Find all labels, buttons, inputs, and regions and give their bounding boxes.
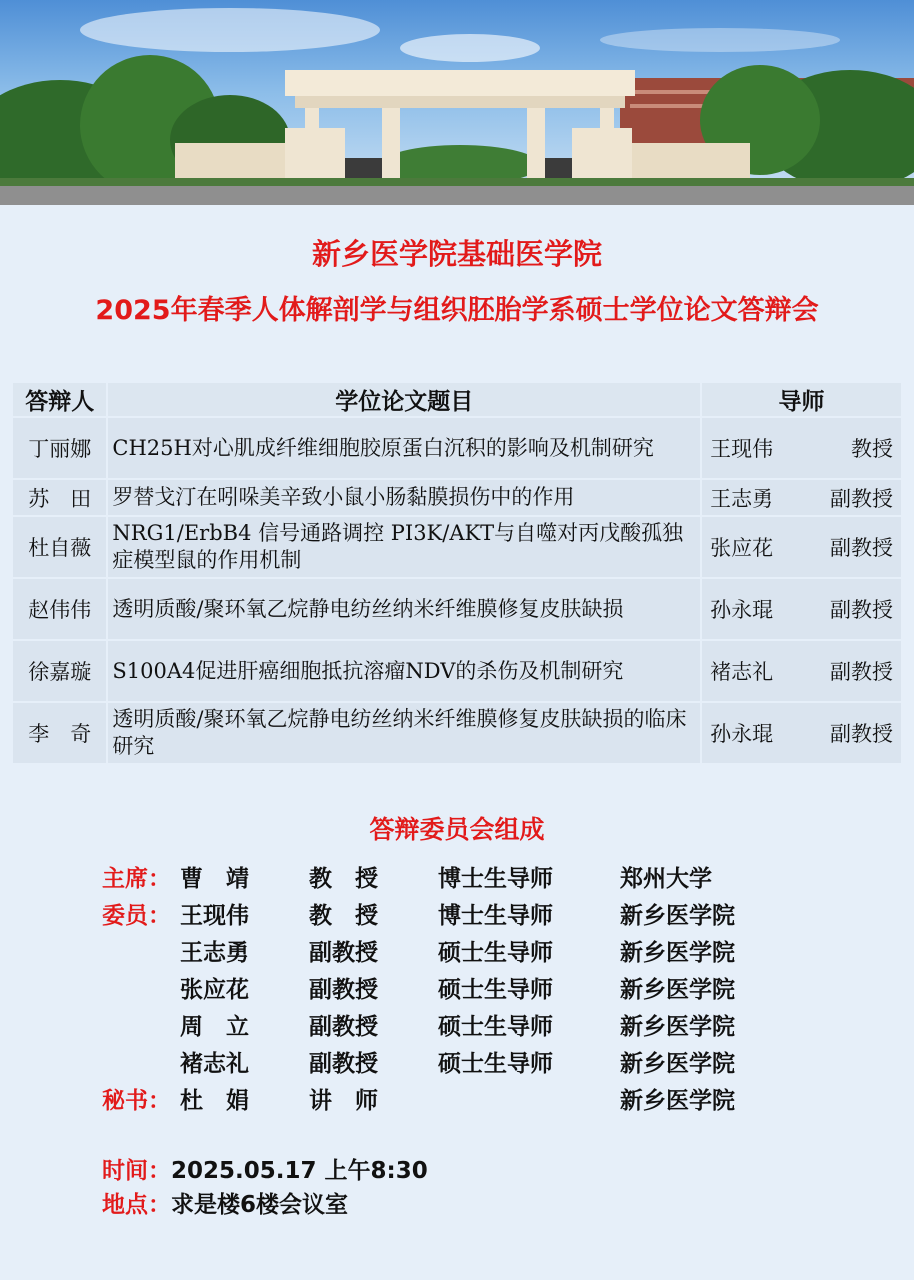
member-org: 郑州大学 <box>620 866 712 892</box>
time-value: 2025.05.17 上午8:30 <box>171 1158 428 1184</box>
thesis-title: 透明质酸/聚环氧乙烷静电纺丝纳米纤维膜修复皮肤缺损的临床研究 <box>108 703 700 763</box>
member-duty: 硕士生导师 <box>438 1014 553 1040</box>
member-duty: 博士生导师 <box>438 866 553 892</box>
thesis-title: NRG1/ErbB4 信号通路调控 PI3K/AKT与自噬对丙戊酸孤独症模型鼠的作用机制 <box>108 517 700 577</box>
advisor-rank: 副教授 <box>830 660 893 684</box>
member-org: 新乡医学院 <box>620 940 735 966</box>
member-title: 副教授 <box>309 940 378 966</box>
event-title: 2025年春季人体解剖学与组织胚胎学系硕士学位论文答辩会 <box>95 295 819 326</box>
member-title: 讲 师 <box>309 1088 378 1114</box>
advisor-cell <box>702 418 901 478</box>
place-value: 求是楼6楼会议室 <box>171 1192 349 1218</box>
place-label: 地点： <box>102 1192 171 1218</box>
advisor-cell <box>702 703 901 763</box>
member-title: 教 授 <box>309 866 378 892</box>
member-name: 杜 娟 <box>180 1088 249 1114</box>
member-org: 新乡医学院 <box>620 1051 735 1077</box>
advisor-cell <box>702 579 901 639</box>
advisor-rank: 副教授 <box>830 722 893 746</box>
member-title: 副教授 <box>309 977 378 1003</box>
committee-role: 秘书： <box>102 1088 171 1114</box>
thesis-title: CH25H对心肌成纤维细胞胶原蛋白沉积的影响及机制研究 <box>108 418 700 478</box>
time-label: 时间： <box>102 1158 171 1184</box>
advisor-name: 王志勇 <box>710 486 774 511</box>
member-title: 副教授 <box>309 1014 378 1040</box>
member-org: 新乡医学院 <box>620 977 735 1003</box>
member-duty: 硕士生导师 <box>438 940 553 966</box>
event-info <box>102 1152 428 1220</box>
member-name: 周 立 <box>180 1014 249 1040</box>
member-name: 曹 靖 <box>180 866 249 892</box>
member-duty: 硕士生导师 <box>438 1051 553 1077</box>
table-row <box>13 418 901 478</box>
member-duty: 博士生导师 <box>438 903 553 929</box>
member-org: 新乡医学院 <box>620 1014 735 1040</box>
member-name: 王现伟 <box>180 903 249 929</box>
member-org: 新乡医学院 <box>620 903 735 929</box>
member-title: 教 授 <box>309 903 378 929</box>
thesis-title: 罗替戈汀在吲哚美辛致小鼠小肠黏膜损伤中的作用 <box>108 480 700 515</box>
advisor-name: 王现伟 <box>710 437 774 461</box>
time-line <box>102 1152 428 1186</box>
student-name: 苏 田 <box>13 480 106 515</box>
table-row <box>13 703 901 763</box>
advisor-rank: 教授 <box>851 437 893 461</box>
header-student: 答辩人 <box>13 383 106 416</box>
student-name: 徐嘉璇 <box>13 641 106 701</box>
student-name: 杜自薇 <box>13 517 106 577</box>
advisor-name: 褚志礼 <box>710 660 774 684</box>
advisor-rank: 副教授 <box>830 486 893 511</box>
table-row <box>13 517 901 577</box>
gate-illustration <box>0 0 914 205</box>
place-line <box>102 1186 428 1220</box>
member-name: 王志勇 <box>180 940 249 966</box>
table-row <box>13 579 901 639</box>
advisor-cell <box>702 517 901 577</box>
campus-gate-photo <box>0 0 914 205</box>
student-name: 丁丽娜 <box>13 418 106 478</box>
student-name: 赵伟伟 <box>13 579 106 639</box>
member-name: 褚志礼 <box>180 1051 249 1077</box>
thesis-title: S100A4促进肝癌细胞抵抗溶瘤NDV的杀伤及机制研究 <box>108 641 700 701</box>
advisor-name: 孙永琨 <box>710 722 774 746</box>
advisor-name: 孙永琨 <box>710 598 774 622</box>
committee-role: 委员： <box>102 903 171 929</box>
table-header-row <box>13 383 901 416</box>
defense-schedule-table <box>11 381 903 765</box>
header-thesis-title: 学位论文题目 <box>108 383 700 416</box>
advisor-cell <box>702 641 901 701</box>
committee-role: 主席： <box>102 866 171 892</box>
advisor-cell <box>702 480 901 515</box>
school-title: 新乡医学院基础医学院 <box>311 237 602 271</box>
student-name: 李 奇 <box>13 703 106 763</box>
advisor-name: 张应花 <box>710 536 774 560</box>
header-advisor: 导师 <box>702 383 901 416</box>
advisor-rank: 副教授 <box>830 536 893 560</box>
event-title-block <box>0 228 914 341</box>
member-title: 副教授 <box>309 1051 378 1077</box>
table-row <box>13 641 901 701</box>
member-name: 张应花 <box>180 977 249 1003</box>
member-duty: 硕士生导师 <box>438 977 553 1003</box>
member-org: 新乡医学院 <box>620 1088 735 1114</box>
thesis-title: 透明质酸/聚环氧乙烷静电纺丝纳米纤维膜修复皮肤缺损 <box>108 579 700 639</box>
table-row <box>13 480 901 515</box>
advisor-rank: 副教授 <box>830 598 893 622</box>
committee-heading: 答辩委员会组成 <box>369 815 545 844</box>
